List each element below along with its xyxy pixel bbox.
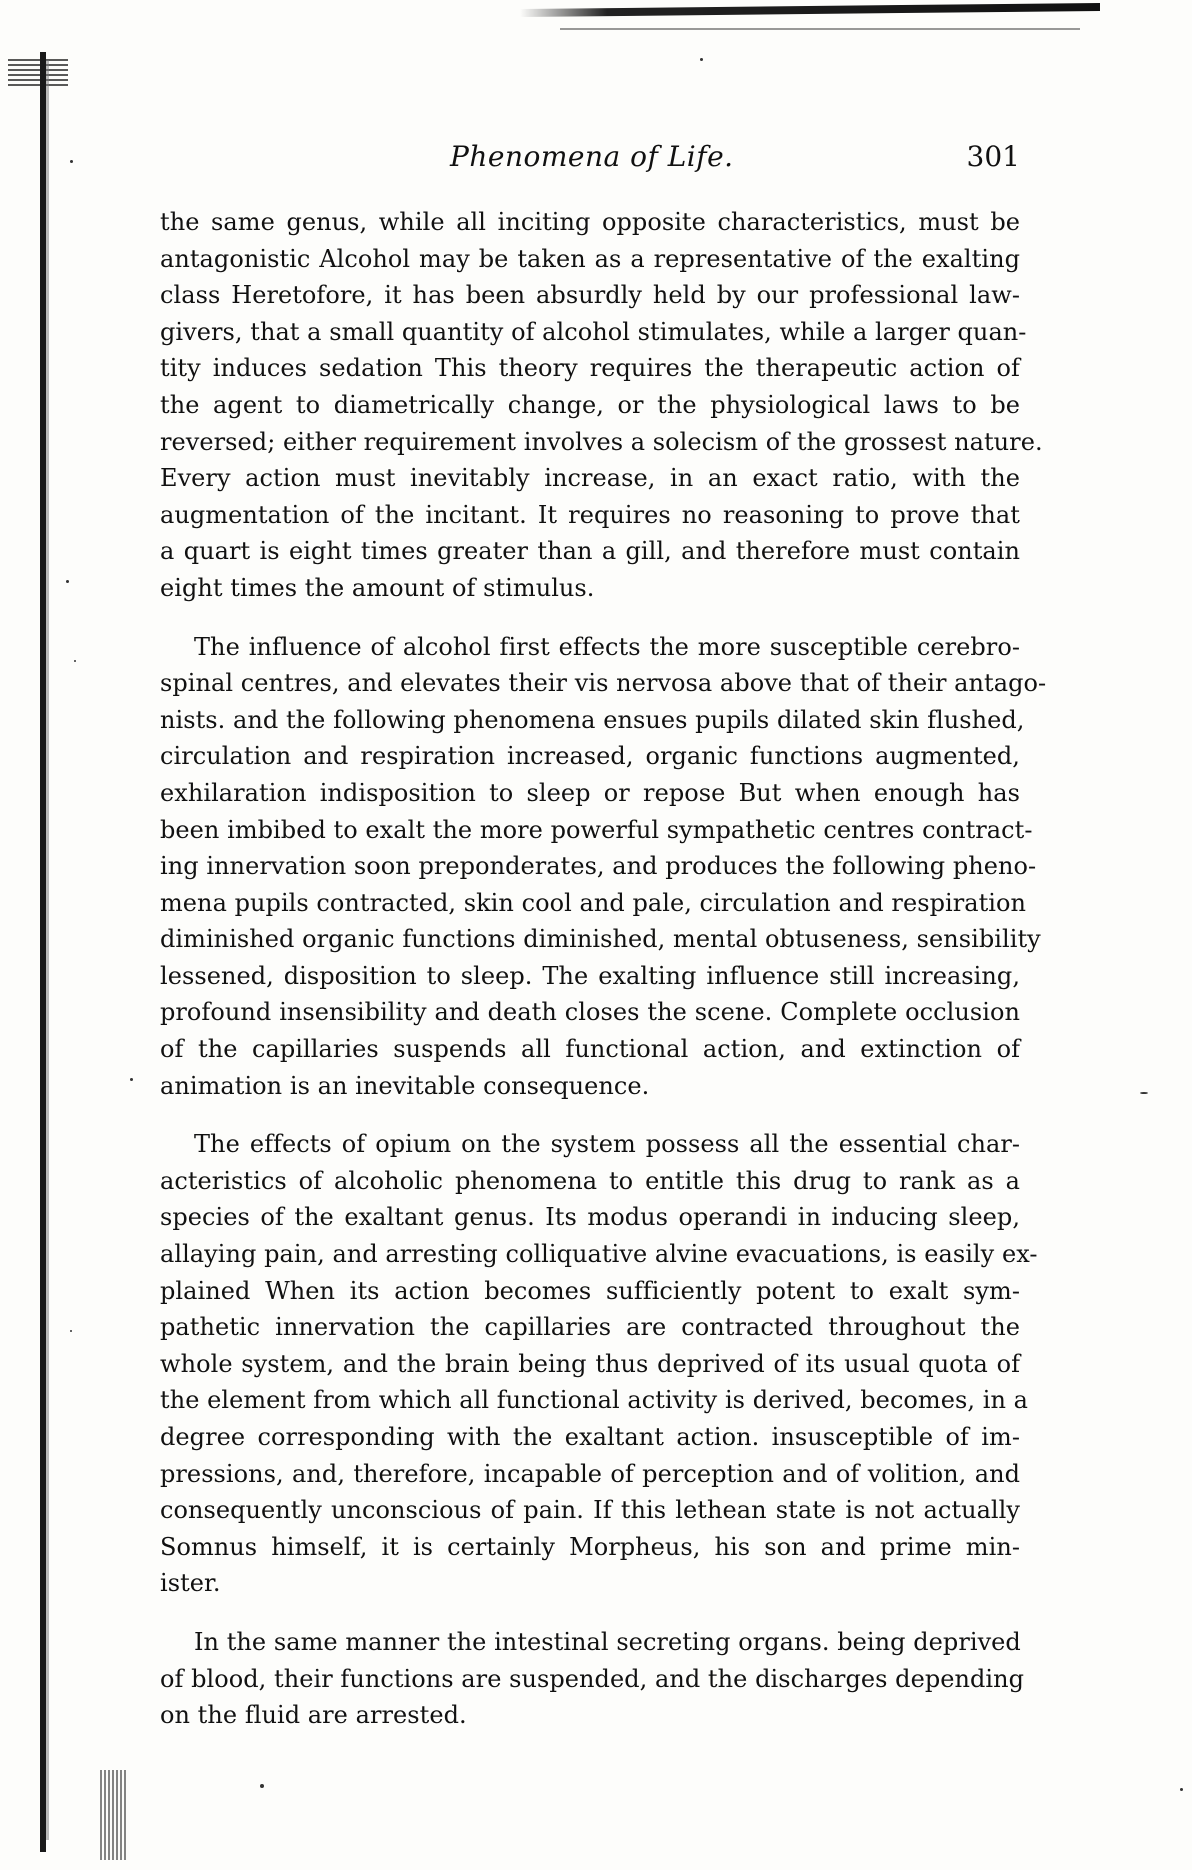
text-line: The influence of alcohol first effects the more susceptible cerebro- <box>194 632 1020 661</box>
text-line: The effects of opium on the system possess all the essential char- <box>194 1130 1020 1159</box>
text-line: circulation and respiration increased, organic functions augmented, <box>160 742 1020 771</box>
paragraph-1 <box>160 204 1043 607</box>
text-line: pressions, and, therefore, incapable of perception and of volition, and <box>160 1459 1020 1488</box>
text-line: been imbibed to exalt the more powerful sympathetic centres contract- <box>160 815 1033 844</box>
text-line: exhilaration indisposition to sleep or repose But when enough has <box>160 778 1020 807</box>
text-line: of blood, their functions are suspended, and the discharges depending <box>160 1664 1025 1693</box>
paragraph-4 <box>160 1624 1025 1734</box>
body-text <box>160 204 1047 1734</box>
text-line: of the capillaries suspends all functional action, and extinction of <box>160 1035 1020 1064</box>
text-line: pathetic innervation the capillaries are contracted throughout the <box>160 1313 1020 1342</box>
text-line: whole system, and the brain being thus deprived of its usual quota of <box>160 1349 1020 1378</box>
text-line: mena pupils contracted, skin cool and pale, circulation and respiration <box>160 888 1027 917</box>
binding-smudge-top <box>8 56 68 86</box>
text-line: spinal centres, and elevates their vis nervosa above that of their antago- <box>160 669 1047 698</box>
text-line: consequently unconscious of pain. If this lethean state is not actually <box>160 1496 1020 1525</box>
page-number: 301 <box>966 140 1020 173</box>
text-line: augmentation of the incitant. It requires no reasoning to prove that <box>160 500 1020 529</box>
text-line: ister. <box>160 1569 221 1598</box>
text-line: lessened, disposition to sleep. The exalting influence still increasing, <box>160 961 1020 990</box>
scan-top-edge-line <box>560 28 1080 30</box>
text-line: In the same manner the intestinal secreting organs. being deprived <box>194 1627 1021 1656</box>
binding-smudge-bottom <box>100 1770 128 1860</box>
text-line: class Heretofore, it has been absurdly held by our professional law- <box>160 281 1020 310</box>
scan-top-edge <box>520 3 1100 17</box>
running-head <box>160 140 1020 180</box>
text-line: species of the exaltant genus. Its modus operandi in inducing sleep, <box>160 1203 1020 1232</box>
text-line: degree corresponding with the exaltant action. insusceptible of im- <box>160 1423 1020 1451</box>
running-title: Phenomena of Life. <box>450 140 734 173</box>
text-line: nists. and the following phenomena ensues pupils dilated skin flushed, <box>160 705 1025 734</box>
text-line: plained When its action becomes sufficiently potent to exalt sym- <box>160 1276 1020 1305</box>
text-line: ing innervation soon preponderates, and produces the following pheno- <box>160 852 1037 881</box>
text-line: reversed; either requirement involves a solecism of the grossest nature. <box>160 427 1043 456</box>
text-line: acteristics of alcoholic phenomena to entitle this drug to rank as a <box>160 1166 1020 1195</box>
text-line: Somnus himself, it is certainly Morpheus, his son and prime min- <box>160 1532 1020 1561</box>
text-line: givers, that a small quantity of alcohol stimulates, while a larger quan- <box>160 317 1027 346</box>
text-line: profound insensibility and death closes the scene. Complete occlusion <box>160 998 1020 1027</box>
text-line: animation is an inevitable consequence. <box>160 1071 650 1100</box>
text-line: the element from which all functional activity is derived, becomes, in a <box>160 1386 1028 1415</box>
text-line: the agent to diametrically change, or the physiological laws to be <box>160 390 1020 419</box>
text-line: antagonistic Alcohol may be taken as a representative of the exalting <box>160 244 1020 273</box>
text-line: diminished organic functions diminished, mental obtuseness, sensibility <box>160 925 1041 954</box>
text-line: Every action must inevitably increase, in an exact ratio, with the <box>160 464 1020 493</box>
text-line: allaying pain, and arresting colliquative alvine evacuations, is easily ex- <box>160 1240 1038 1269</box>
text-line: the same genus, while all inciting opposite characteristics, must be <box>160 208 1020 236</box>
text-line: on the fluid are arrested. <box>160 1701 467 1730</box>
text-line: eight times the amount of stimulus. <box>160 573 595 602</box>
text-line: tity induces sedation This theory requires the therapeutic action of <box>160 354 1020 383</box>
text-line: a quart is eight times greater than a gill, and therefore must contain <box>160 537 1020 566</box>
binding-edge-shadow <box>46 60 49 1840</box>
paragraph-3 <box>160 1126 1038 1602</box>
paragraph-2 <box>160 629 1047 1105</box>
